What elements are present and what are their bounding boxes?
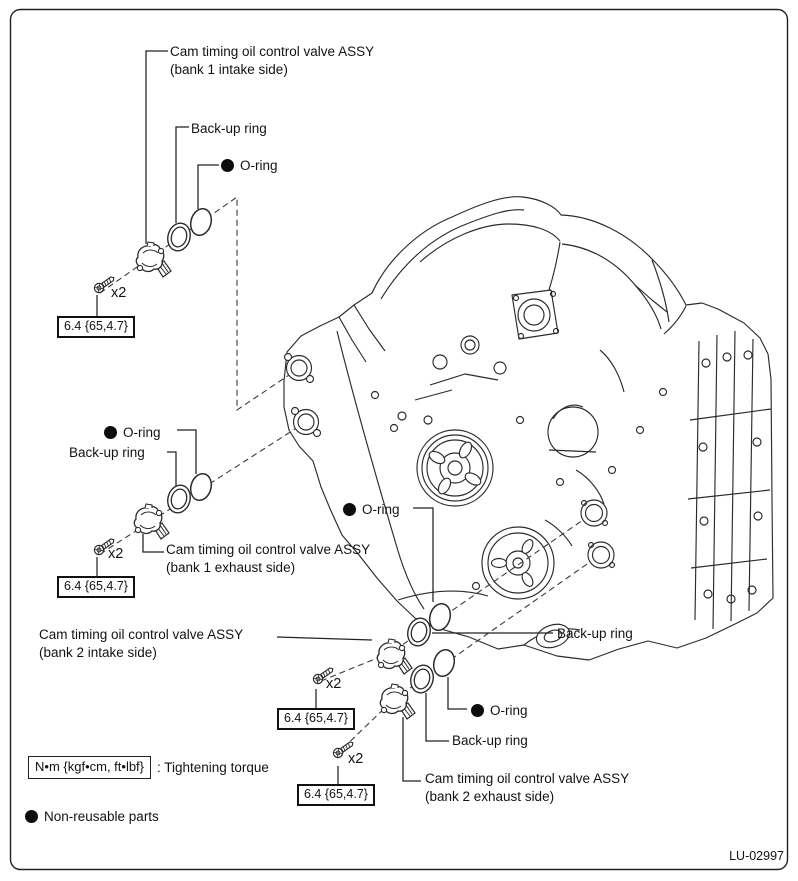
leader-o-ring-2 <box>177 430 196 474</box>
callout-backup-ring-3: Back-up ring <box>557 626 633 641</box>
qty-bank2-intake: x2 <box>326 676 342 692</box>
callout-backup-ring-4: Back-up ring <box>452 733 528 748</box>
cam-valve-bank1-exhaust <box>134 504 169 539</box>
legend-non-reusable <box>25 808 159 825</box>
non-reusable-bullet-icon <box>471 704 484 717</box>
callout-bank1-exhaust <box>166 541 370 577</box>
o-ring-bank1-exhaust <box>188 471 215 502</box>
non-reusable-bullet-icon <box>104 426 117 439</box>
backup-ring-bank1-exhaust <box>165 483 194 516</box>
callout-bank1-intake <box>170 43 374 79</box>
callout-o-ring-3 <box>343 501 400 518</box>
leader-bank2-intake-label <box>277 637 372 640</box>
qty-bank2-exhaust: x2 <box>348 751 364 767</box>
callout-part-name: Cam timing oil control valve ASSY <box>170 44 375 59</box>
valve-port-boss-bank2-exhaust <box>588 542 615 568</box>
callout-bank-side: (bank 1 exhaust side) <box>166 560 296 575</box>
non-reusable-bullet-icon <box>343 503 356 516</box>
callout-part-name: Cam timing oil control valve ASSY <box>166 542 371 557</box>
valve-port-boss-bank2-intake <box>581 500 608 526</box>
cam-valve-bank2-exhaust <box>380 684 415 719</box>
leader-bank1-intake-label <box>146 51 168 244</box>
o-ring-bank2-exhaust <box>431 647 458 678</box>
leader-backup-ring-2 <box>167 452 176 486</box>
non-reusable-bullet-icon <box>221 159 234 172</box>
callout-bank2-intake <box>39 626 243 662</box>
leader-backup-ring-1 <box>176 127 189 223</box>
o-ring-bank1-intake <box>188 206 215 237</box>
callout-o-ring-2 <box>104 424 161 441</box>
torque-box-bank1-intake: 6.4 {65,4.7} <box>57 316 135 338</box>
qty-bank1-intake: x2 <box>111 285 127 301</box>
callout-bank-side: (bank 2 exhaust side) <box>425 789 555 804</box>
torque-box-bank2-exhaust: 6.4 {65,4.7} <box>297 784 375 806</box>
callout-part-name: Cam timing oil control valve ASSY <box>39 627 244 642</box>
non-reusable-label: Non-reusable parts <box>44 809 159 824</box>
o-ring-label: O-ring <box>490 703 528 718</box>
torque-box-bank2-intake: 6.4 {65,4.7} <box>277 708 355 730</box>
leader-o-ring-1 <box>198 165 219 209</box>
o-ring-label: O-ring <box>362 502 400 517</box>
callout-backup-ring-1: Back-up ring <box>191 121 267 136</box>
leader-bank2-exhaust-label <box>403 717 421 781</box>
callout-o-ring-1 <box>221 157 278 174</box>
leader-o-ring-4 <box>448 677 467 709</box>
torque-caption: : Tightening torque <box>157 760 269 775</box>
torque-units-box: N•m {kgf•cm, ft•lbf} <box>28 756 151 779</box>
cam-valve-bank2-intake <box>377 639 412 674</box>
engine-illustration <box>284 197 773 660</box>
qty-bank1-exhaust: x2 <box>108 546 124 562</box>
torque-box-bank1-exhaust: 6.4 {65,4.7} <box>57 576 135 598</box>
callout-o-ring-4 <box>471 702 528 719</box>
callout-bank-side: (bank 1 intake side) <box>170 62 288 77</box>
callout-backup-ring-2: Back-up ring <box>69 445 145 460</box>
leader-backup-ring-4 <box>426 693 449 741</box>
legend-torque <box>28 756 269 779</box>
o-ring-label: O-ring <box>240 158 278 173</box>
callout-bank-side: (bank 2 intake side) <box>39 645 157 660</box>
backup-ring-bank1-intake <box>165 221 194 254</box>
o-ring-label: O-ring <box>123 425 161 440</box>
non-reusable-bullet-icon <box>25 810 38 823</box>
callout-bank2-exhaust <box>425 770 629 806</box>
figure-code: LU-02997 <box>729 849 784 863</box>
callout-part-name: Cam timing oil control valve ASSY <box>425 771 630 786</box>
